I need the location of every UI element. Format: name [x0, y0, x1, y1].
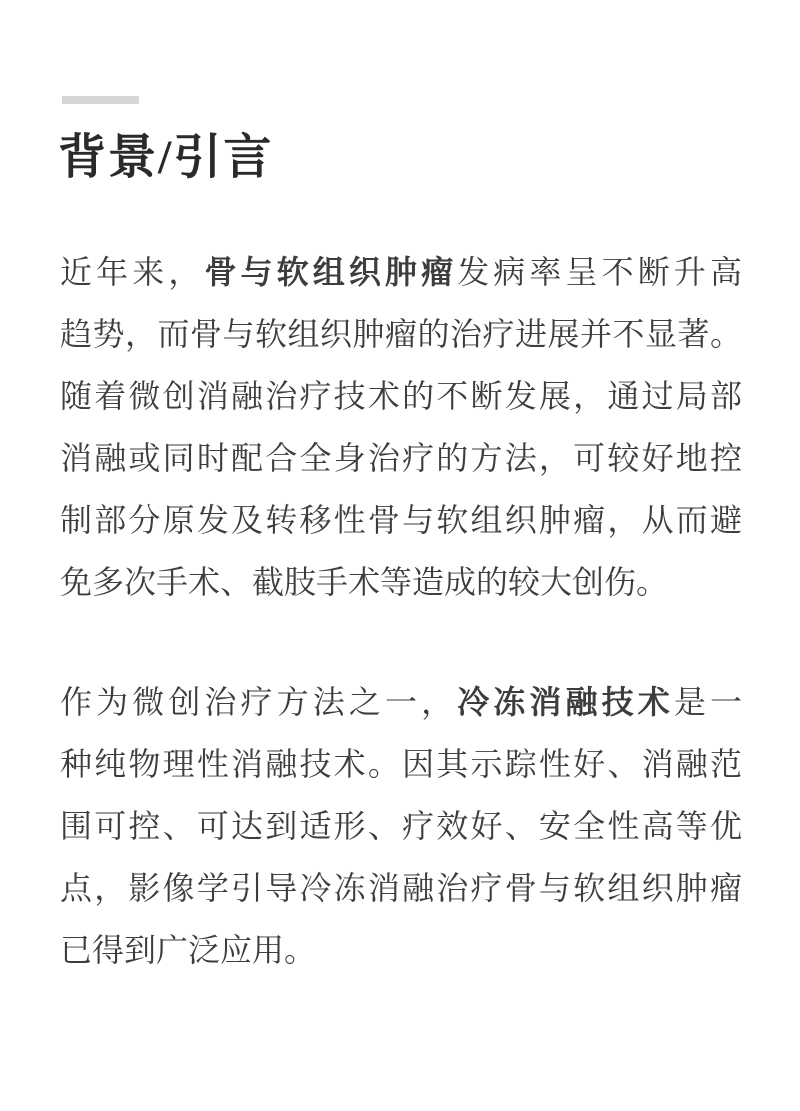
paragraph — [60, 241, 742, 613]
text-line: 近年来，骨与软组织肿瘤发病率呈不断升高 — [60, 254, 742, 290]
text-line: 消融或同时配合全身治疗的方法，可较好地控 — [60, 440, 742, 476]
bold-term: 骨与软组织肿瘤 — [204, 254, 458, 290]
article-body — [60, 241, 742, 981]
paragraph — [60, 671, 742, 981]
text-line: 制部分原发及转移性骨与软组织肿瘤，从而避 — [60, 502, 742, 538]
accent-bar — [62, 96, 139, 104]
bold-term: 冷冻消融技术 — [457, 684, 674, 720]
text-line: 作为微创治疗方法之一，冷冻消融技术是一 — [60, 684, 742, 720]
text-line: 已得到广泛应用。 — [60, 932, 317, 968]
text-line: 围可控、可达到适形、疗效好、安全性高等优 — [60, 808, 742, 844]
text-line: 趋势，而骨与软组织肿瘤的治疗进展并不显著。 — [60, 316, 742, 352]
text-line: 随着微创消融治疗技术的不断发展，通过局部 — [60, 378, 742, 414]
page-title: 背景/引言 — [58, 131, 274, 184]
text-line: 种纯物理性消融技术。因其示踪性好、消融范 — [60, 746, 742, 782]
text-line: 免多次手术、截肢手术等造成的较大创伤。 — [60, 564, 669, 600]
text-line: 点，影像学引导冷冻消融治疗骨与软组织肿瘤 — [60, 870, 742, 906]
